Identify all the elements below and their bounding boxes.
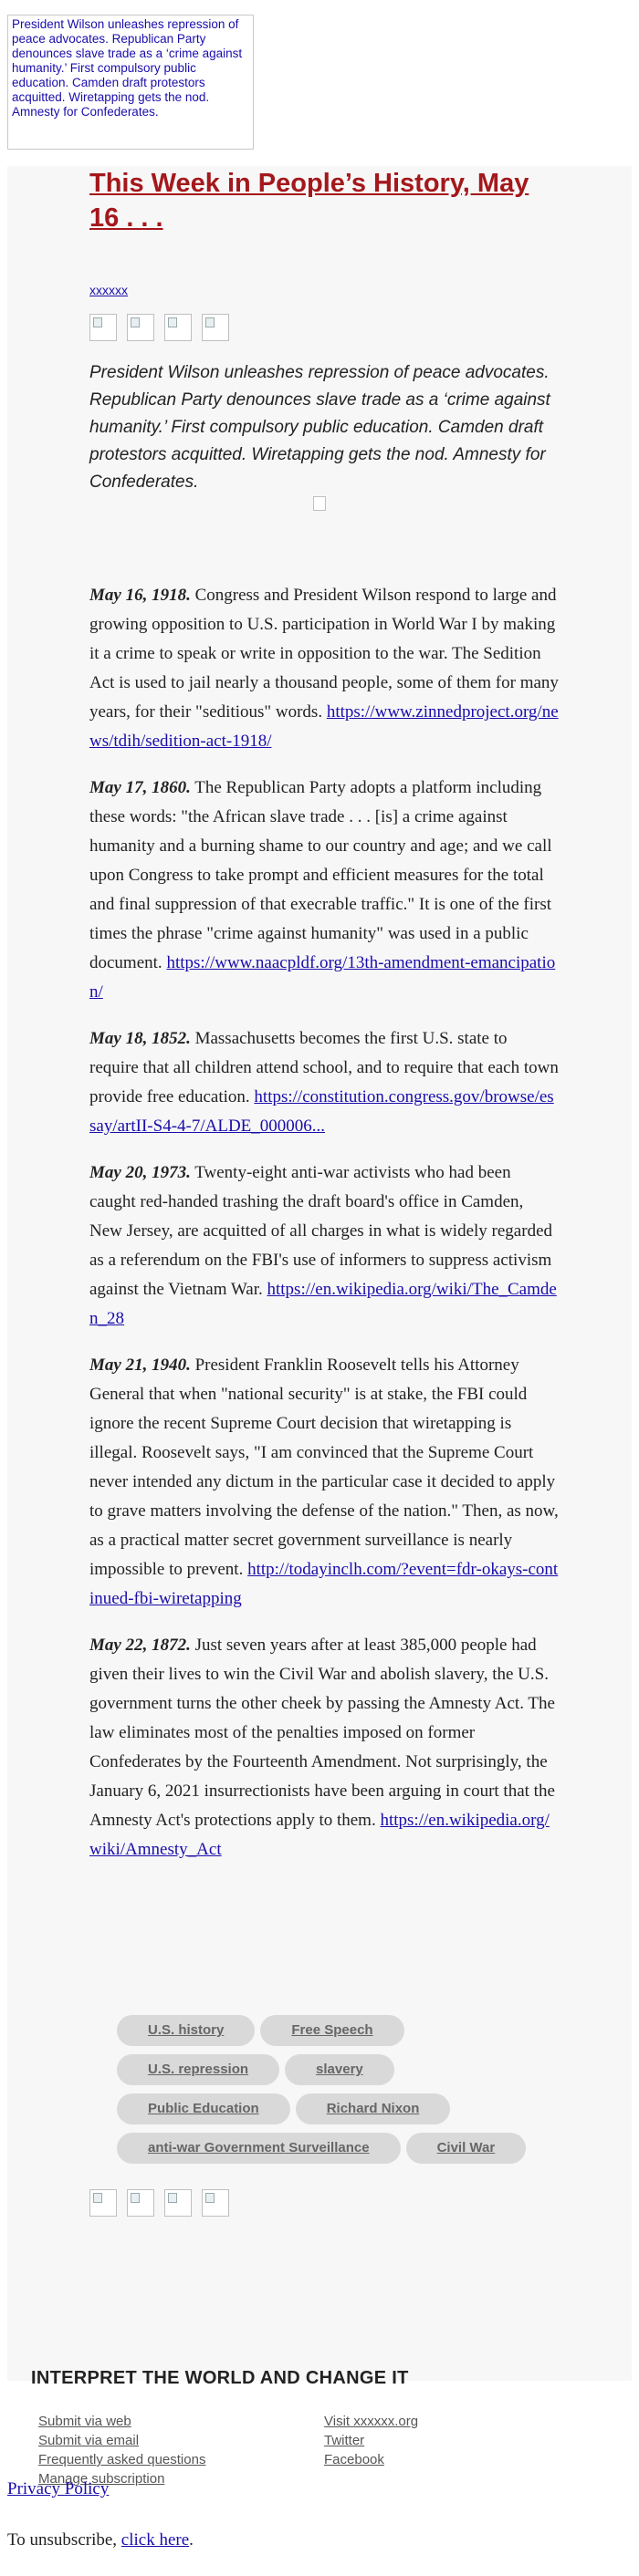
- tag-pill[interactable]: Civil War: [406, 2133, 527, 2164]
- history-entry: [89, 1351, 560, 1614]
- facebook-icon[interactable]: [89, 314, 117, 341]
- entry-date: May 20, 1973.: [89, 1163, 191, 1182]
- history-entry: [89, 774, 560, 1007]
- article-summary: President Wilson unleashes repression of peace advocates. Republican Party denounces slave trade as a ‘crime against humanity.’ First compulsory public education. Camden draft protestors acquitted. Wiretapping gets the nod. Amnesty for Confederates.: [89, 363, 550, 492]
- header-image[interactable]: [7, 15, 254, 150]
- twitter-icon[interactable]: [127, 314, 154, 341]
- tag-pill[interactable]: Free Speech: [260, 2015, 403, 2046]
- author-link[interactable]: xxxxxx: [89, 283, 128, 297]
- entry-date: May 21, 1940.: [89, 1356, 191, 1375]
- footer-link[interactable]: Twitter: [324, 2433, 365, 2448]
- entry-text: Twenty-eight anti-war activists who had been caught red-handed trashing the draft board's office in Camden, New Jersey, are acquitted of all charges in what is widely regarded as a referendum on the FBI's use of informers to suppress activism against the Vietnam War.: [89, 1163, 552, 1299]
- footer-link[interactable]: Facebook: [324, 2452, 384, 2467]
- entry-text: Massachusetts becomes the first U.S. state to require that all children attend school, and to require that each town provide free education.: [89, 1029, 559, 1106]
- entry-text: Just seven years after at least 385,000 people had given their lives to win the Civil War and abolish slavery, the U.S. government turns the other cheek by passing the Amnesty Act. The law eliminates most of the penalties imposed on former Confederates by the Fourteenth Amendment. Not surprisingly, the January 6, 2021 insurrectionists have been arguing in court that the Amnesty Act's protections apply to them.: [89, 1636, 555, 1830]
- tag-pill[interactable]: anti-war Government Surveillance: [117, 2133, 401, 2164]
- entry-source-link[interactable]: https://www.naacpldf.org/13th-amendment-emancipation/: [89, 953, 556, 1002]
- article-title[interactable]: This Week in People’s History, May 16 . . .: [89, 169, 529, 233]
- tag-pill[interactable]: slavery: [285, 2054, 394, 2085]
- facebook-icon[interactable]: [89, 2189, 117, 2217]
- share-icons-bottom: [89, 2189, 229, 2217]
- twitter-icon[interactable]: [127, 2189, 154, 2217]
- footer-link[interactable]: Frequently asked questions: [38, 2452, 206, 2467]
- email-icon[interactable]: [164, 314, 192, 341]
- entry-text: Congress and President Wilson respond to large and growing opposition to U.S. participation in World War I by making it a crime to speak or write in opposition to the war. The Sedition Act is used to jail nearly a thousand people, some of them for many years, for their "seditious" words.: [89, 586, 559, 722]
- unsubscribe-suffix: .: [189, 2530, 194, 2550]
- tag-pill[interactable]: Richard Nixon: [296, 2093, 451, 2124]
- footer-link[interactable]: Visit xxxxxx.org: [324, 2414, 419, 2429]
- footer-link[interactable]: Manage subscription: [38, 2471, 165, 2487]
- header-image-alt-text: President Wilson unleashes repression of peace advocates. Republican Party denounces slave trade as a ‘crime against humanity.’ First compulsory public education. Camden draft protestors acquitted. Wiretapping gets the nod. Amnesty for Confederates.: [12, 17, 243, 119]
- footer-left-links: [38, 2412, 205, 2488]
- entry-date: May 17, 1860.: [89, 778, 191, 797]
- tag-list: [117, 2015, 546, 2164]
- entry-source-link[interactable]: http://todayinclh.com/?event=fdr-okays-continued-fbi-wiretapping: [89, 1560, 559, 1608]
- privacy-policy-link[interactable]: Privacy Policy: [7, 2479, 110, 2498]
- entry-source-link[interactable]: https://constitution.congress.gov/browse/essay/artII-S4-4-7/ALDE_000006...: [89, 1087, 554, 1136]
- history-entry: [89, 1158, 560, 1334]
- unsubscribe-text: [7, 2530, 194, 2550]
- print-icon[interactable]: [202, 314, 229, 341]
- entry-text: President Franklin Roosevelt tells his Attorney General that when "national security" is at stake, the FBI could ignore the recent Supreme Court decision that wiretapping is illegal. Roosevelt says, "I am convinced that the Supreme Court never intended any dictum in the particular case it decided to apply to grave matters involving the defense of the nation." Then, as now, as a practical matter secret government surveillance is nearly impossible to prevent.: [89, 1356, 559, 1579]
- footer-title: INTERPRET THE WORLD AND CHANGE IT: [31, 2368, 409, 2388]
- footer-link[interactable]: Submit via email: [38, 2433, 140, 2448]
- email-icon[interactable]: [164, 2189, 192, 2217]
- history-entry: [89, 581, 560, 756]
- entry-date: May 18, 1852.: [89, 1029, 191, 1048]
- footer-link[interactable]: Submit via web: [38, 2414, 131, 2429]
- article-photo: [313, 496, 326, 511]
- tag-pill[interactable]: Public Education: [117, 2093, 290, 2124]
- print-icon[interactable]: [202, 2189, 229, 2217]
- history-entry: [89, 1631, 560, 1864]
- entry-text: The Republican Party adopts a platform including these words: "the African slave trade . . . [is] a crime against humanity and a burning shame to our country and age; and we call upon Congress to take prompt and efficient measures for the total and final suppression of that execrable traffic." It is one of the first times the phrase "crime against humanity" was used in a public document.: [89, 778, 552, 972]
- unsubscribe-prefix: To unsubscribe,: [7, 2530, 121, 2550]
- footer-right-links: [324, 2412, 418, 2469]
- share-icons-top: [89, 314, 229, 341]
- tag-pill[interactable]: U.S. repression: [117, 2054, 279, 2085]
- entry-source-link[interactable]: https://www.zinnedproject.org/news/tdih/sedition-act-1918/: [89, 702, 559, 751]
- history-entry: [89, 1024, 560, 1141]
- entries-list: [89, 581, 560, 1882]
- entry-date: May 16, 1918.: [89, 586, 191, 605]
- newsletter-card: [7, 166, 632, 2381]
- entry-source-link[interactable]: https://en.wikipedia.org/wiki/The_Camden_28: [89, 1280, 557, 1328]
- entry-date: May 22, 1872.: [89, 1636, 191, 1655]
- entry-source-link[interactable]: https://en.wikipedia.org/wiki/Amnesty_Act: [89, 1811, 550, 1859]
- unsubscribe-link[interactable]: click here: [120, 2530, 190, 2550]
- tag-pill[interactable]: U.S. history: [117, 2015, 255, 2046]
